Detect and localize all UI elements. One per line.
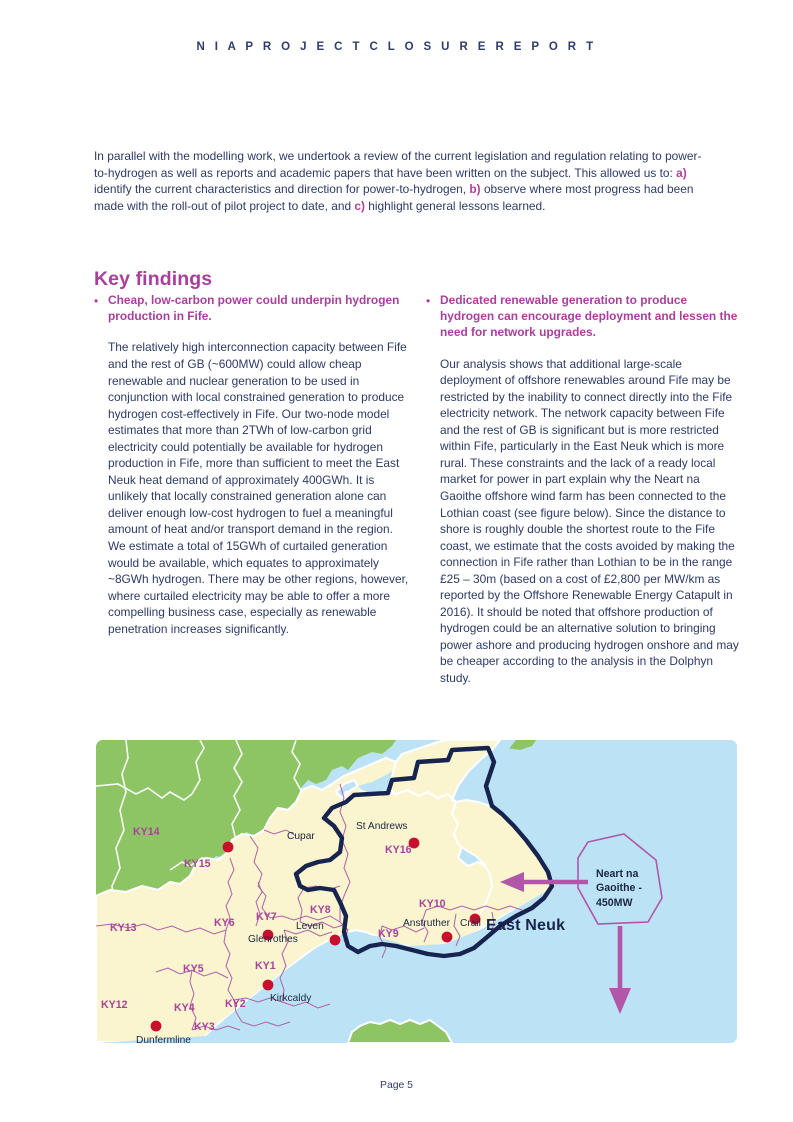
map-label-ky3: KY3 — [194, 1021, 215, 1033]
map-label-east-neuk: East Neuk — [486, 917, 566, 934]
intro-text-part4: highlight general lessons learned. — [365, 198, 546, 213]
town-dot-kirkcaldy — [263, 980, 274, 991]
bullet-icon: • — [94, 294, 99, 308]
intro-text-part1: In parallel with the modelling work, we undertook a review of the current legislation and regulation relating to power-to-hydrogen as well as reports and academic papers that have been written on the subject. This allowed us to: — [94, 149, 702, 180]
map-label-ky13: KY13 — [110, 922, 137, 934]
finding-heading-right: Dedicated renewable generation to produce hydrogen can encourage deployment and lessen the need for network upgrades. — [440, 293, 738, 340]
map-label-st-andrews: St Andrews — [356, 821, 408, 832]
finding-column-left — [94, 292, 410, 637]
map-label-ky4: KY4 — [174, 1002, 195, 1014]
map-label-ky2: KY2 — [225, 998, 246, 1010]
town-dot-anstruther — [442, 932, 453, 943]
map-label-ky15: KY15 — [184, 858, 211, 870]
map-label-ky16: KY16 — [385, 844, 412, 856]
map-label-anstruther: Anstruther — [403, 918, 450, 929]
finding-bullet-left — [94, 292, 410, 324]
map-label-ky10: KY10 — [419, 898, 446, 910]
bullet-icon: • — [426, 294, 431, 308]
town-dot-cupar — [223, 842, 234, 853]
map-label-ky5: KY5 — [183, 963, 204, 975]
map-label-ky6: KY6 — [214, 917, 235, 929]
running-header: N I A P R O J E C T C L O S U R E R E P O R T — [196, 41, 597, 53]
map-label-kirkcaldy: Kirkcaldy — [270, 993, 312, 1004]
map-label-ky7: KY7 — [256, 911, 277, 923]
finding-column-right — [426, 292, 742, 687]
town-dot-leven — [330, 935, 341, 946]
finding-body-right: Our analysis shows that additional large-scale deployment of offshore renewables around Fife may be restricted by the inability to connect directly into the Fife electricity network. The network capacity between Fife and the rest of GB is significant but is more restricted within Fife, particularly in the East Neuk which is more rural. These constraints and the lack of a ready local market for power in part explain why the Neart na Gaoithe offshore wind farm has been connected to the Lothian coast (see figure below). Since the distance to shore is roughly double the shortest route to the Fife coast, we estimate that the costs avoided by making the connection in Fife rather than Lothian to be in the range £25 – 30m (based on a cost of £2,800 per MW/km as reported by the Offshore Renewable Energy Catapult in 2016). It should be noted that offshore production of hydrogen could be an alternative solution to bringing power ashore and producing hydrogen onshore and may be cheaper according to the analysis in the Dolphyn study. — [440, 356, 739, 685]
intro-text-part2: identify the current characteristics and direction for power-to-hydrogen, — [94, 182, 470, 197]
intro-marker-b: b) — [469, 182, 481, 197]
map-figure — [96, 740, 737, 1043]
map-label-leven: Leven — [296, 921, 324, 932]
finding-bullet-right — [426, 292, 742, 341]
finding-body-left: The relatively high interconnection capacity between Fife and the rest of GB (~600MW) could allow cheap renewable and nuclear generation to be used in conjunction with local constrained generation to produce hydrogen cost-effectively in Fife. Our two-node model estimates that more than 2TWh of low-carbon grid electricity could potentially be available for hydrogen production in Fife, more than sufficient to meet the East Neuk heat demand of approximately 400GWh. It is unlikely that locally constrained generation alone can deliver enough low-cost hydrogen to fuel a meaningful amount of heat and/or transport demand in the region. We estimate a total of 15GWh of curtailed generation would be available, which equates to approximately ~8GWh hydrogen. There may be other regions, however, where curtailed electricity may be able to offer a more compelling business case, especially as renewable penetration increases significantly. — [108, 340, 409, 636]
intro-paragraph — [94, 148, 706, 214]
map-label-wind-farm: Neart na Gaoithe - 450MW — [596, 868, 642, 909]
map-label-cupar: Cupar — [287, 831, 315, 842]
intro-marker-a: a) — [676, 165, 687, 180]
map-label-ky1: KY1 — [255, 960, 276, 972]
map-label-ky8: KY8 — [310, 904, 331, 916]
town-dot-crail — [470, 914, 481, 925]
map-svg — [96, 740, 737, 1043]
map-label-crail: Crail — [460, 918, 481, 929]
intro-marker-c: c) — [354, 198, 365, 213]
town-dot-st-andrews — [409, 838, 420, 849]
finding-heading-left: Cheap, low-carbon power could underpin hydrogen production in Fife. — [108, 293, 400, 324]
map-label-dunfermline: Dunfermline — [136, 1035, 191, 1046]
map-label-glenrothes: Glenrothes — [248, 934, 298, 945]
town-dot-glenrothes — [263, 930, 274, 941]
town-dot-dunfermline — [151, 1021, 162, 1032]
intro-text-part3: observe where most progress had been made with the roll-out of pilot project to date, and — [94, 182, 694, 213]
map-label-ky14: KY14 — [133, 826, 160, 838]
map-label-ky12: KY12 — [101, 999, 128, 1011]
page-title: Key findings — [94, 268, 213, 291]
page-number: Page 5 — [380, 1080, 413, 1091]
map-label-ky9: KY9 — [378, 928, 399, 940]
